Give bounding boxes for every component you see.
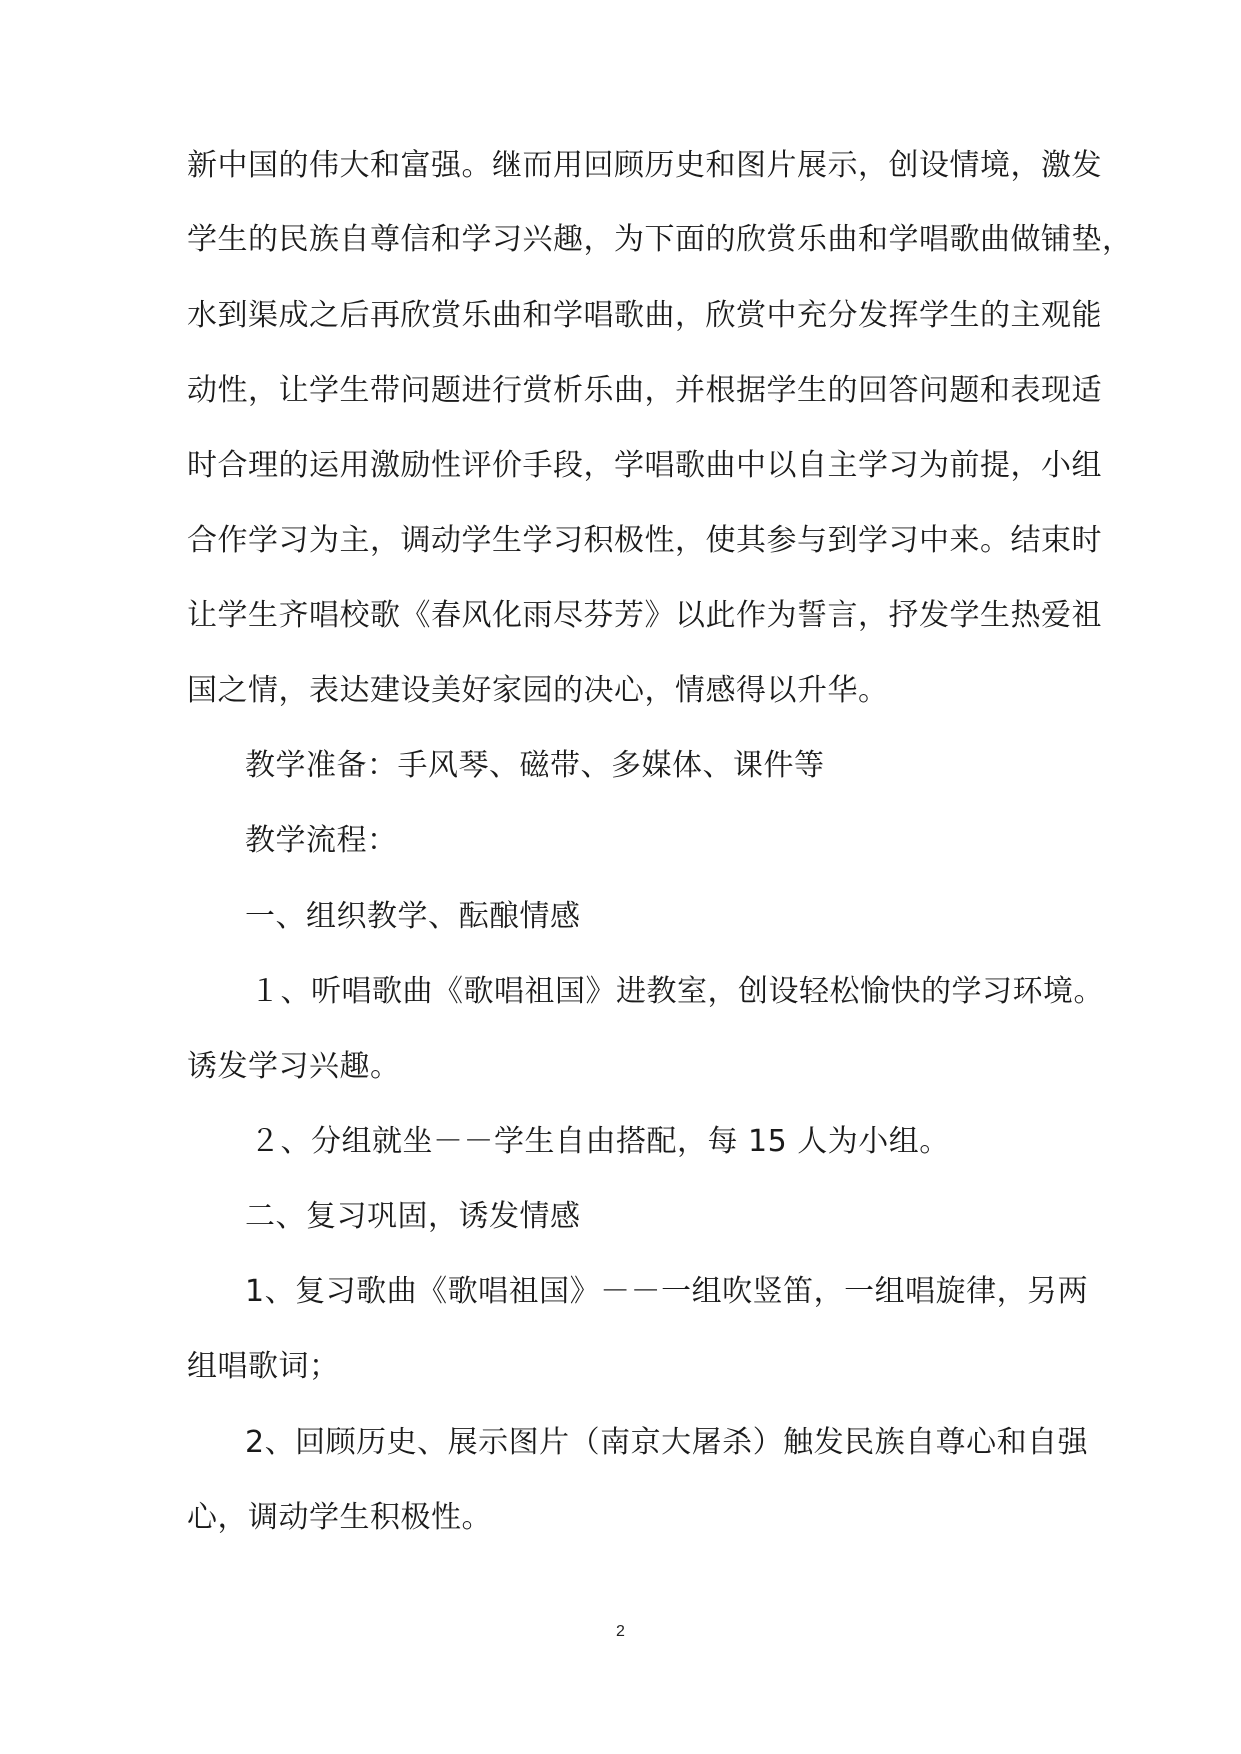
body-text-line: 国之情，表达建设美好家园的决心，情感得以升华。 <box>187 673 889 708</box>
teaching-preparation-line: 教学准备：手风琴、磁带、多媒体、课件等 <box>245 748 825 783</box>
body-text-line: 新中国的伟大和富强。继而用回顾历史和图片展示，创设情境，激发 <box>187 148 1102 183</box>
page-number: 2 <box>616 1623 625 1640</box>
body-text-line: 时合理的运用激励性评价手段，学唱歌曲中以自主学习为前提，小组 <box>187 448 1102 483</box>
body-text-line: 诱发学习兴趣。 <box>187 1049 401 1084</box>
list-item-text: １、听唱歌曲《歌唱祖国》进教室，创设轻松愉快的学习环境。 <box>250 974 1104 1009</box>
body-text-line: 让学生齐唱校歌《春风化雨尽芬芳》以此作为誓言，抒发学生热爱祖 <box>187 598 1102 633</box>
list-item-text: 2、回顾历史、展示图片（南京大屠杀）触发民族自尊心和自强 <box>245 1425 1089 1460</box>
body-text-line: 水到渠成之后再欣赏乐曲和学唱歌曲，欣赏中充分发挥学生的主观能 <box>187 298 1102 333</box>
section-heading-two: 二、复习巩固，诱发情感 <box>245 1199 581 1234</box>
body-text-line: 学生的民族自尊信和学习兴趣，为下面的欣赏乐曲和学唱歌曲做铺垫， <box>187 222 1133 257</box>
body-text-line: 心，调动学生积极性。 <box>187 1500 492 1535</box>
teaching-process-heading: 教学流程： <box>245 823 398 858</box>
body-text-line: 组唱歌词； <box>187 1349 340 1384</box>
section-heading-one: 一、组织教学、酝酿情感 <box>245 899 581 934</box>
list-item-text: ２、分组就坐－－学生自由搭配，每 15 人为小组。 <box>250 1124 950 1159</box>
list-item-text: 1、复习歌曲《歌唱祖国》－－一组吹竖笛，一组唱旋律，另两 <box>245 1274 1089 1309</box>
body-text-line: 合作学习为主，调动学生学习积极性，使其参与到学习中来。结束时 <box>187 523 1102 558</box>
body-text-line: 动性，让学生带问题进行赏析乐曲，并根据学生的回答问题和表现适 <box>187 373 1102 408</box>
